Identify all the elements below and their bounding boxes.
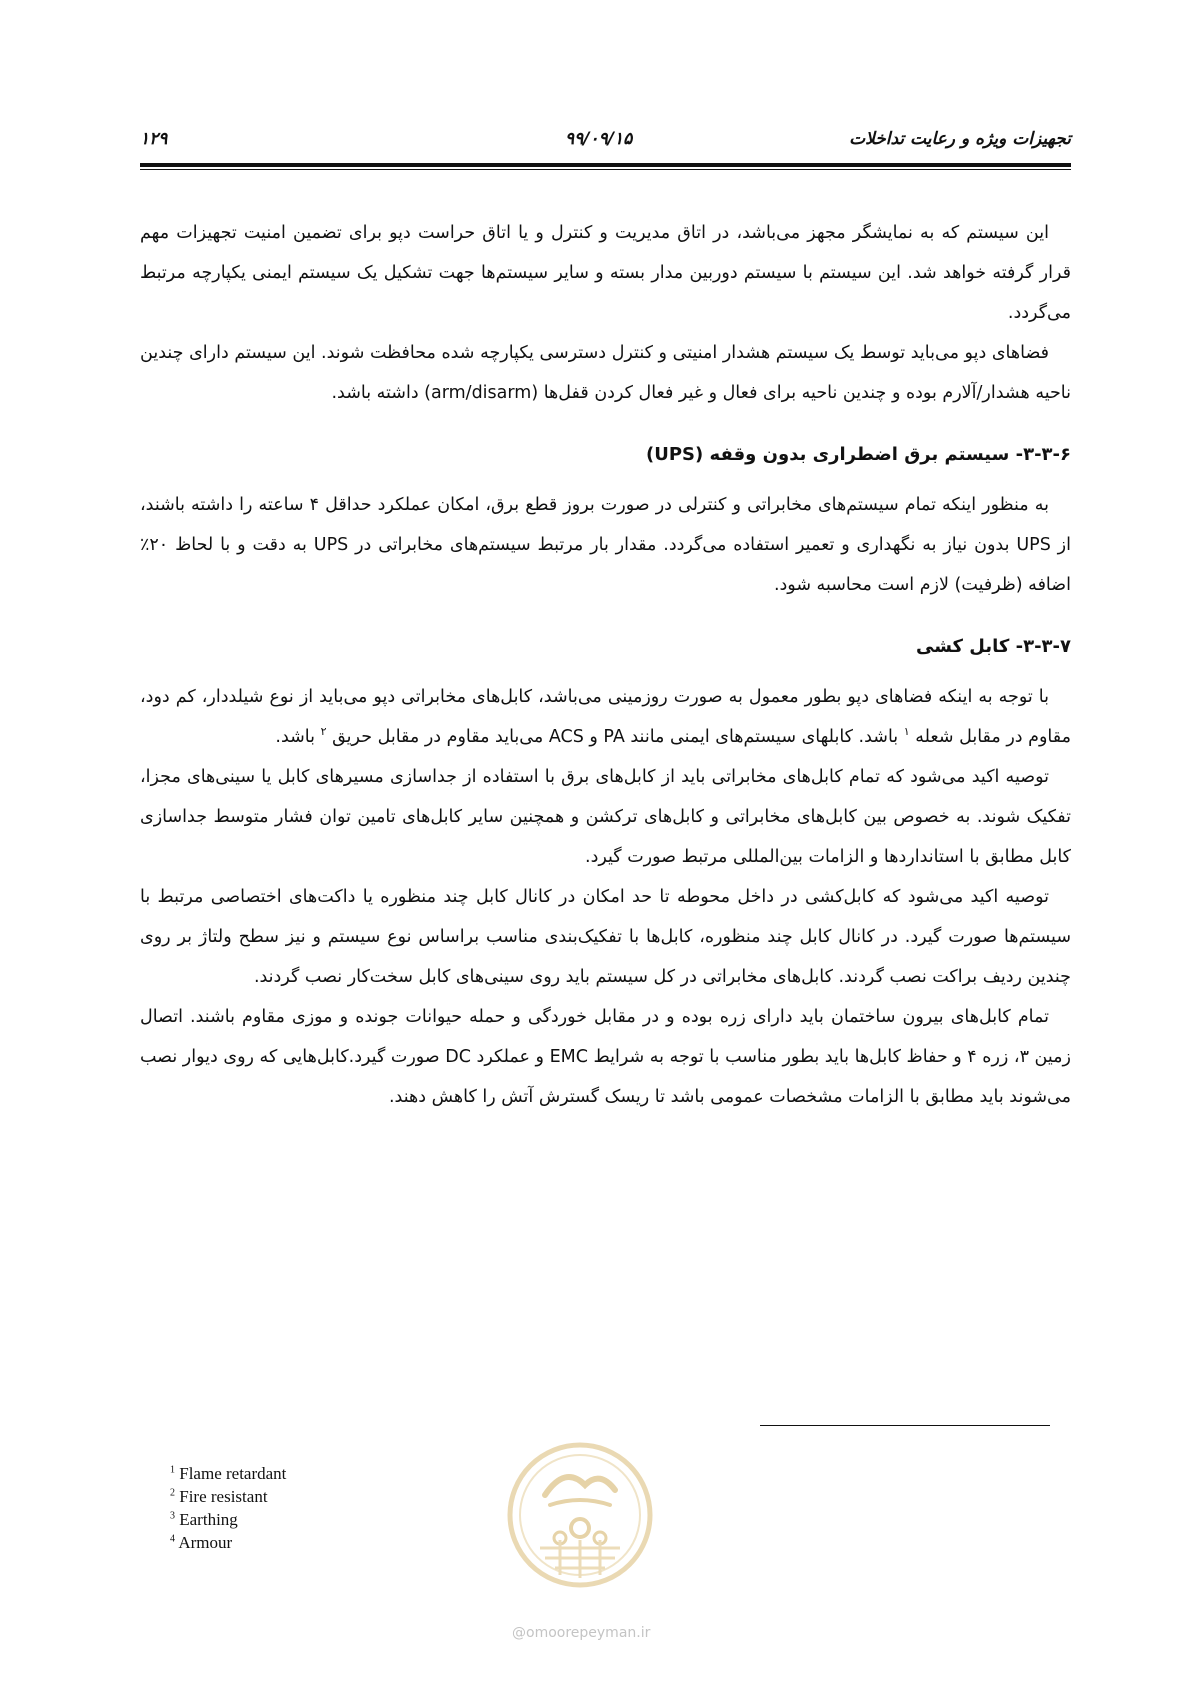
footnote-1 xyxy=(170,1462,286,1485)
paragraph-4-part1: با توجه به اینکه فضاهای دپو بطور معمول به صورت روزمینی می‌باشد، کابل‌های مخابراتی دپو می‌باید از نوع شیلددار، کم دود، مقاوم در مقابل شعله xyxy=(140,687,1071,747)
footnote-4 xyxy=(170,1531,286,1554)
section-heading-ups: ۳-۳-۶- سیستم برق اضطراری بدون وقفه (UPS) xyxy=(646,444,1071,465)
footnote-rule xyxy=(760,1425,1050,1426)
footnote-text: Flame retardant xyxy=(179,1464,287,1483)
footnote-ref-2: ۲ xyxy=(320,725,327,739)
paragraph-2: فضاهای دپو می‌باید توسط یک سیستم هشدار امنیتی و کنترل دسترسی یکپارچه شده محافظت شوند. این سیستم دارای چندین ناحیه هشدار/آلارم بوده و چندین ناحیه برای فعال و غیر فعال کردن قفل‌ها (arm/disarm) داشته باشد. xyxy=(140,343,1071,403)
page-number: ۱۲۹ xyxy=(140,129,168,149)
paragraph-1: این سیستم که به نمایشگر مجهز می‌باشد، در اتاق مدیریت و کنترل و یا اتاق حراست دپو برای تضمین امنیت تجهیزات مهم قرار گرفته خواهد شد. این سیستم با سیستم دوربین مدار بسته و سایر سیستم‌ها جهت تشکیل یک سیستم ایمنی یکپارچه مرتبط می‌گردد. xyxy=(140,223,1071,323)
header-rule-thin xyxy=(140,169,1071,170)
paragraph-5: توصیه اکید می‌شود که تمام کابل‌های مخابراتی باید از کابل‌های برق با استفاده از جداسازی مسیرهای کابل یا سینی‌های مجزا، تفکیک شوند. به خصوص بین کابل‌های مخابراتی و کابل‌های ترکشن و همچنین سایر کابل‌های تامین توان فشار متوسط جداسازی کابل مطابق با استانداردها و الزامات بین‌المللی مرتبط صورت گیرد. xyxy=(140,767,1071,867)
watermark-site: @omoorepeyman.ir xyxy=(512,1625,651,1641)
paragraph-7: تمام کابل‌های بیرون ساختمان باید دارای زره بوده و در مقابل خوردگی و حمله حیوانات جونده و موزی مقاوم باشند. اتصال زمین ۳، زره ۴ و حفاظ کابل‌ها باید بطور مناسب با توجه به شرایط EMC و عملکرد DC صورت گیرد.کابل‌هایی که روی دیوار نصب می‌شوند باید مطابق با الزامات مشخصات عمومی باشد تا ریسک گسترش آتش را کاهش دهند. xyxy=(140,1007,1071,1107)
paragraph-6: توصیه اکید می‌شود که کابل‌کشی در داخل محوطه تا حد امکان در کانال کابل چند منظوره یا داکت‌های اختصاصی مرتبط با سیستم‌ها صورت گیرد. در کانال کابل چند منظوره، کابل‌ها با تفکیک‌بندی مناسب براساس نوع سیستم و نیز سطح ولتاژ بر روی چندین ردیف براکت نصب گردند. کابل‌های مخابراتی در کل سیستم باید روی سینی‌های کابل سخت‌کار نصب گردند. xyxy=(140,887,1071,987)
paragraph-4 xyxy=(140,677,1071,757)
page-body xyxy=(140,213,1071,1117)
footnote-text: Fire resistant xyxy=(179,1487,268,1506)
footnote-number: 4 xyxy=(170,1533,175,1545)
header-title: تجهیزات ویژه و رعایت تداخلات xyxy=(849,129,1071,149)
footnote-3 xyxy=(170,1508,286,1531)
section-heading-cabling: ۳-۳-۷- کابل کشی xyxy=(916,636,1071,657)
footnotes xyxy=(170,1462,286,1554)
header-rule-thick xyxy=(140,163,1071,167)
footnote-number: 2 xyxy=(170,1487,175,1499)
footnote-2 xyxy=(170,1485,286,1508)
footnote-number: 1 xyxy=(170,1464,175,1476)
watermark-logo xyxy=(505,1440,655,1590)
header-date: ۹۹/۰۹/۱۵ xyxy=(565,129,633,149)
paragraph-3: به منظور اینکه تمام سیستم‌های مخابراتی و کنترلی در صورت بروز قطع برق، امکان عملکرد حداقل ۴ ساعته را داشته باشند، از UPS بدون نیاز به نگهداری و تعمیر استفاده می‌گردد. مقدار بار مرتبط سیستم‌های مخابراتی در UPS به دقت و با لحاظ ۲۰٪ اضافه (ظرفیت) لازم است محاسبه شود. xyxy=(140,495,1071,595)
paragraph-4-part2: باشد. کابلهای سیستم‌های ایمنی مانند PA و ACS می‌باید مقاوم در مقابل حریق xyxy=(332,727,899,747)
footnote-text: Armour xyxy=(178,1533,233,1552)
page-header xyxy=(140,125,1071,155)
paragraph-4-part3: باشد. xyxy=(275,727,315,747)
footnote-number: 3 xyxy=(170,1510,175,1522)
footnote-text: Earthing xyxy=(179,1510,238,1529)
footnote-ref-1: ۱ xyxy=(903,725,910,739)
